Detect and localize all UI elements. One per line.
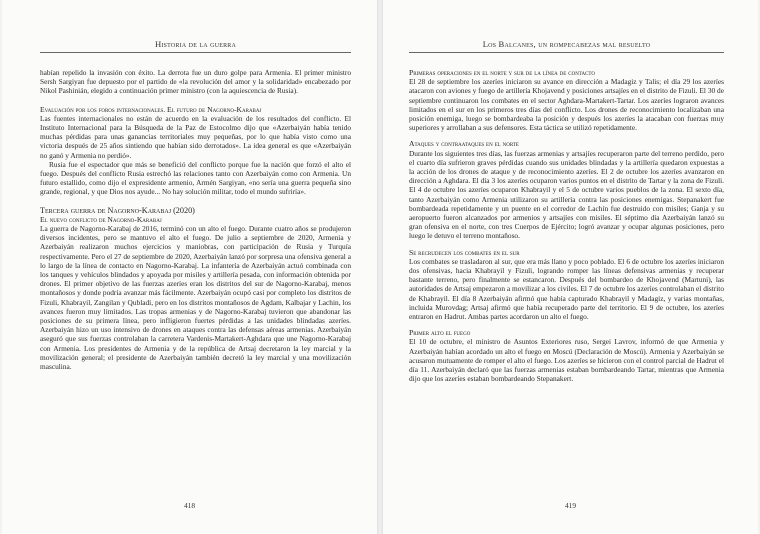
paragraph: El 10 de octubre, el ministro de Asuntos Exteriores ruso, Sergei Lavrov, informó de que Armenia y Azerbaiyán habían acordado un alto el fuego en Moscú (Declaración de Moscú). Armenia y Azerbaiyán se acusaron mutuamente de romper el alto el fuego. Los azeríes se hicieron con el control parcial de Hadrut el día 11. Azerbaiyán declaró que las fuerzas armenias estaban bombardeando Tartar, mientras que Armenia dijo que los azeríes estaban bombardeando Stepanakert.: [409, 337, 724, 384]
section-heading: Se recrudecen los combates en el sur: [409, 247, 520, 257]
section-heading: Ataques y contraataques en el norte: [409, 139, 519, 149]
right-page-text: [409, 68, 724, 384]
section-heading: Primer alto el fuego: [409, 328, 471, 338]
chapter-heading: Tercera guerra de Nagorno-Karabaj (2020): [40, 205, 195, 215]
right-running-header: Los Balcanes, un rompecabezas mal resuelto: [409, 38, 724, 53]
paragraph: habían repelido la invasión con éxito. La derrota fue un duro golpe para Armenia. El primer ministro Sersh Sargiyan fue depuesto por el partido de «la revolución del amor y la solidaridad» encabezado por Nikol Pashinián, elegido a continuación primer ministro (con la aquiescencia de Rusia).: [40, 68, 351, 96]
paragraph: Las fuentes internacionales no están de acuerdo en la evaluación de los resultados del conflicto. El Instituto Internacional para la Búsqueda de la Paz de Estocolmo dijo que «Azerbaiyán había tenido muchas pérdidas para unas ganancias territoriales muy pequeñas, por lo que había visto como una victoria después de 25 años sintiendo que habían sido derrotados». La idea general es que «Azerbaiyán no ganó y Armenia no perdió».: [40, 113, 351, 160]
section-heading: Evaluación por los foros internacionales. El futuro de Nagorno-Karabaj: [40, 104, 262, 114]
paragraph: La guerra de Nagorno-Karabaj de 2016, terminó con un alto el fuego. Durante cuatro años se produjeron diversos incidentes, pero se mantuvo el alto el fuego. De julio a septiembre de 2020, Armenia y Azerbaiyán realizaron muchos ejercicios y maniobras, con participación de Rusia y Turquía respectivamente. Pero el 27 de septiembre de 2020, Azerbaiyán lanzó por sorpresa una ofensiva general a lo largo de la línea de contacto en Nagorno-Karabaj. La infantería de Azerbaiyán actuó combinada con los tanques y vehículos blindados y apoyada por misiles y artillería pesada, con información obtenida por drones. El primer objetivo de las fuerzas azeríes eran los distritos del sur de Nagorno-Karabaj, menos montañosos y donde podría avanzar más fácilmente. Azerbaiyán ocupó casi por completo los distritos de Fizuli, Khabrayil, Zangilan y Qubladi, pero en los distritos montañosos de Agdam, Kalbajar y Lachin, los avances fueron muy limitados. Las tropas armenias y de Nagorno-Karabaj tuvieron que abandonar las posiciones de su primera línea, pero infligieron fuertes pérdidas a las unidades blindadas azeríes. Azerbaiyán hizo un uso intensivo de drones en ataques contra las defensas aéreas armenias. Azerbaiyán aseguró que sus fuerzas controlaban la carretera Vardenis-Martakert-Aghdara que une Nagorno-Karabaj con Armenia. Los presidentes de Armenia y de la república de Artsaj decretaron la ley marcial y la movilización general; el presidente de Azerbaiyán también decretó la ley marcial y una movilización masculina.: [40, 224, 351, 372]
left-page-text: [40, 68, 351, 371]
right-page: [383, 0, 758, 534]
left-running-header: Historia de la guerra: [40, 38, 351, 53]
section-heading: Primeras operaciones en el norte y sur de la línea de contacto: [409, 68, 595, 77]
page-number: 419: [564, 501, 577, 510]
paragraph: El 28 de septiembre los azeríes iniciaron su avance en dirección a Madagiz y Talis; el día 29 los azeríes atacaron con aviones y fuego de artillería Khojavend y posiciones artsajíes en el distrito de Fizuli. El 30 de septiembre continuaron los combates en el sector Aghdara-Martakert-Tartar. Los azeríes lograron avances limitados en el sur en los primeros tres días del conflicto. Los drones de reconocimiento localizaban una posición enemiga, luego se bombardeaba la posición y después los azeríes la atacaban con fuerzas muy superiores y arrollaban a sus defensores. Esta táctica se utilizó repetidamente.: [409, 77, 724, 133]
paragraph: Rusia fue el espectador que más se benefició del conflicto porque fue la nación que forzó el alto el fuego. Después del conflicto Rusia estrechó las relaciones tanto con Azerbaiyán como con Armenia. Un futuro estallido, como dijo el expresidente armenio, Armén Sargiyan, «no sería una guerra pequeña sino grande, regional, y que Dios nos ayude... No hay solución militar, todo el mundo sufriría».: [40, 159, 351, 197]
left-page: [2, 0, 377, 534]
paragraph: Durante los siguientes tres días, las fuerzas armenias y artsajíes recuperaron parte del terreno perdido, pero el cuarto día sufrieron graves pérdidas cuando sus unidades blindadas y la artillería quedaron expuestas a la acción de los drones de ataque y de reconocimiento azeríes. El 2 de octubre los azeríes avanzaron en dirección a Aghdara. El día 3 los azeríes ocuparon varios puntos en el distrito de Tartar y la zona de Fizuli. El 4 de octubre los azeríes ocuparon Khabrayil y el 5 de octubre varios pueblos de la zona. El sexto día, tanto Azerbaiyán como Armenia utilizaron su artillería contra las posiciones enemigas. Stepanakert fue bombardeada repetidamente y un puente en el corredor de Lachín fue destruido con misiles; Ganja y su aeropuerto fueron alcanzados por armenios y artsajíes con misiles. El séptimo día Azerbaiyán lanzó su gran ofensiva en el norte, con tres Cuerpos de Ejército; logró avanzar y ocupar algunas posiciones, pero luego le detuvo el terreno montañoso.: [409, 148, 724, 241]
page-number: 418: [183, 501, 196, 510]
paragraph: Los combates se trasladaron al sur, que era más llano y poco poblado. El 6 de octubre los azeríes iniciaron dos ofensivas, hacia Khabrayil y Fizuli, logrando romper las líneas defensivas armenias y recuperar bastante terreno, pero finalmente se estancaron. Después del bombardeo de Khojavend (Martuni), las autoridades de Artsaj empezaron a movilizar a los civiles. El 7 de octubre los azeríes controlaban el distrito de Khabrayil. El día 8 Azerbaiyán afirmó que había capturado Khabrayil y Madagiz, y varias montañas, incluida Murovdag; Artsaj afirmó que había recuperado parte del territorio. El 9 de octubre, los azeríes entraron en Hadrut. Ambas partes acordaron un alto el fuego.: [409, 256, 724, 322]
section-heading: El nuevo conflicto de Nagorno-Karabaj: [40, 214, 162, 224]
